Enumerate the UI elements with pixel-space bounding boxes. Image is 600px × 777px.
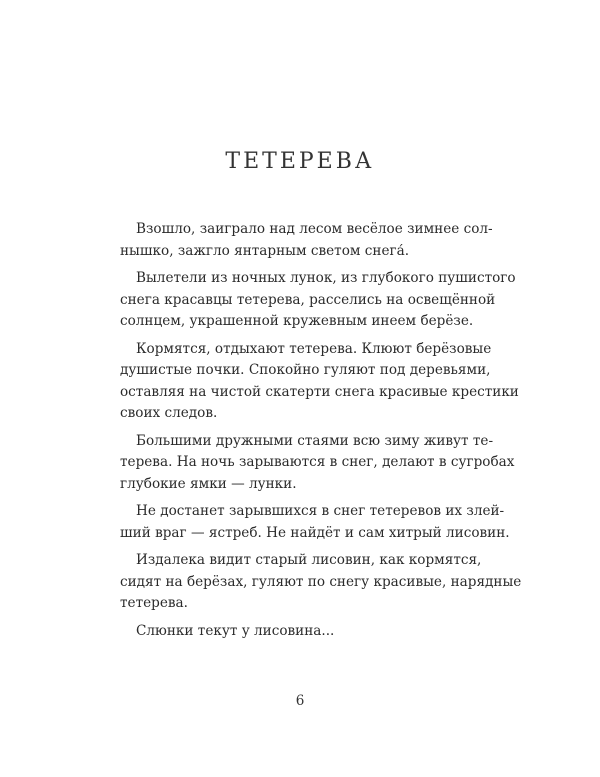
text-line: Не достанет зарывшихся в снег тетеревов их злей-: [136, 503, 505, 519]
text-line: Слюнки текут у лисовина...: [136, 622, 335, 639]
paragraph: [120, 219, 500, 262]
paragraph: [120, 431, 515, 496]
text-line: снега красавцы тетерева, расселись на освещённой: [120, 291, 496, 308]
text-line: Издалека видит старый лисовин, как кормятся,: [136, 552, 482, 568]
text-line: ший враг — ястреб. Не найдёт и сам хитрый лисовин.: [120, 524, 510, 541]
paragraph: [120, 268, 516, 333]
text-line: душистые почки. Спокойно гуляют под деревьями,: [120, 362, 491, 378]
text-line: глубокие ямки — лунки.: [120, 475, 297, 492]
text-line: Взошло, заиграло над лесом весёлое зимнее сол-: [136, 221, 493, 237]
text-line: оставляя на чистой скатерти снега красивые крестики: [120, 383, 519, 400]
paragraph: [120, 339, 519, 425]
body-text: [120, 219, 522, 648]
text-line: своих следов.: [120, 405, 218, 421]
text-line: Большими дружными стаями всю зиму живут те-: [136, 432, 494, 449]
text-line: Кормятся, отдыхают тетерева. Клюют берёзовые: [136, 340, 492, 357]
paragraph: [120, 501, 510, 544]
text-line: нышко, зажгло янтарным светом снега́.: [120, 242, 410, 259]
text-line: тетерева.: [120, 595, 188, 611]
paragraph: [120, 621, 500, 643]
text-line: сидят на берёзах, гуляют по снегу красивые, нарядные: [120, 573, 522, 590]
chapter-title: ТЕТЕРЕВА: [225, 149, 375, 174]
paragraph: [120, 550, 522, 615]
text-line: солнцем, украшенной кружевным инеем берёзе.: [120, 313, 474, 329]
text-line: терева. На ночь зарываются в снег, делают в сугробах: [120, 454, 515, 470]
text-line: Вылетели из ночных лунок, из глубокого пушистого: [136, 270, 516, 286]
page-number: 6: [295, 693, 305, 709]
